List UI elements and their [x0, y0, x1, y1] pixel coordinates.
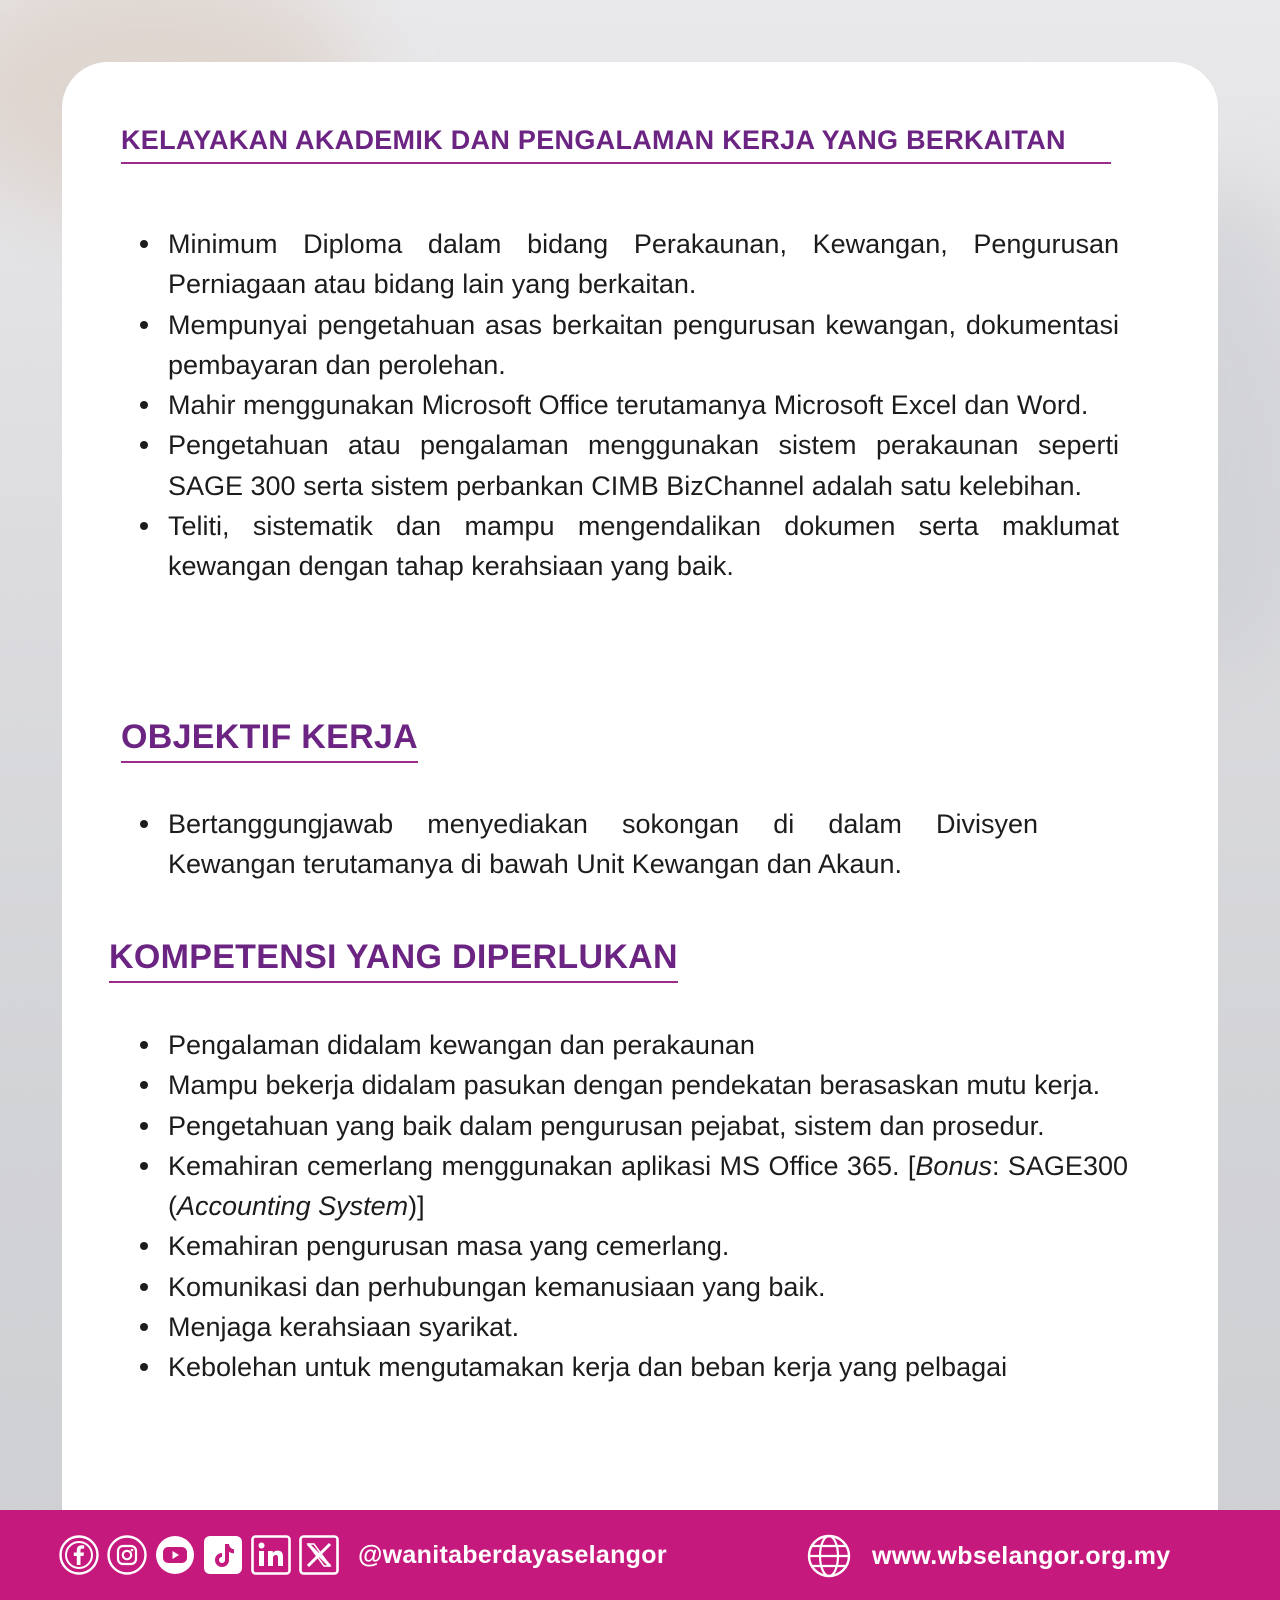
linkedin-icon[interactable]	[250, 1534, 292, 1576]
list-item: Teliti, sistematik dan mampu mengendalikan dokumen serta maklumat kewangan dengan tahap kerahsiaan yang baik.	[138, 506, 1119, 587]
list-item: Mampu bekerja didalam pasukan dengan pendekatan berasaskan mutu kerja.	[138, 1065, 1128, 1105]
list-item: Kemahiran pengurusan masa yang cemerlang.	[138, 1226, 1128, 1266]
x-icon[interactable]	[298, 1534, 340, 1576]
list-item: Menjaga kerahsiaan syarikat.	[138, 1307, 1128, 1347]
list-item: Pengalaman didalam kewangan dan perakaunan	[138, 1025, 1128, 1065]
list-item: Bertanggungjawab menyediakan sokongan di dalam Divisyen Kewangan terutamanya di bawah Unit Kewangan dan Akaun.	[138, 804, 1038, 885]
close-bracket-text: )]	[408, 1191, 425, 1222]
list-item-office	[138, 1146, 1128, 1227]
footer-bar	[0, 1510, 1280, 1600]
office-text: Kemahiran cemerlang menggunakan aplikasi MS Office 365. [	[168, 1150, 916, 1181]
tiktok-icon[interactable]	[202, 1534, 244, 1576]
facebook-icon[interactable]	[58, 1534, 100, 1576]
section-title-kompetensi: KOMPETENSI YANG DIPERLUKAN	[109, 938, 678, 983]
website-url[interactable]: www.wbselangor.org.my	[872, 1541, 1171, 1570]
bonus-text: Bonus	[915, 1150, 992, 1181]
accounting-system-text: Accounting System	[177, 1191, 409, 1222]
list-item: Mempunyai pengetahuan asas berkaitan pengurusan kewangan, dokumentasi pembayaran dan perolehan.	[138, 305, 1119, 386]
youtube-icon[interactable]	[154, 1534, 196, 1576]
social-icons	[58, 1534, 667, 1576]
list-item: Mahir menggunakan Microsoft Office terutamanya Microsoft Excel dan Word.	[138, 385, 1119, 425]
kompetensi-list	[138, 1025, 1128, 1388]
objektif-list	[138, 804, 1038, 885]
sage-text: : SAGE300 (	[168, 1150, 1128, 1222]
website-link[interactable]	[806, 1533, 1171, 1579]
list-item: Pengetahuan yang baik dalam pengurusan pejabat, sistem dan prosedur.	[138, 1106, 1128, 1146]
globe-icon	[806, 1533, 852, 1579]
section-title-kelayakan: KELAYAKAN AKADEMIK DAN PENGALAMAN KERJA YANG BERKAITAN	[121, 125, 1111, 164]
social-handle[interactable]: @wanitaberdayaselangor	[358, 1540, 667, 1569]
instagram-icon[interactable]	[106, 1534, 148, 1576]
section-title-objektif: OBJEKTIF KERJA	[121, 718, 418, 763]
list-item: Komunikasi dan perhubungan kemanusiaan yang baik.	[138, 1267, 1128, 1307]
list-item: Kebolehan untuk mengutamakan kerja dan beban kerja yang pelbagai	[138, 1347, 1128, 1387]
kelayakan-list	[138, 224, 1119, 587]
list-item: Minimum Diploma dalam bidang Perakaunan, Kewangan, Pengurusan Perniagaan atau bidang lain yang berkaitan.	[138, 224, 1119, 305]
list-item: Pengetahuan atau pengalaman menggunakan sistem perakaunan seperti SAGE 300 serta sistem perbankan CIMB BizChannel adalah satu kelebihan.	[138, 425, 1119, 506]
